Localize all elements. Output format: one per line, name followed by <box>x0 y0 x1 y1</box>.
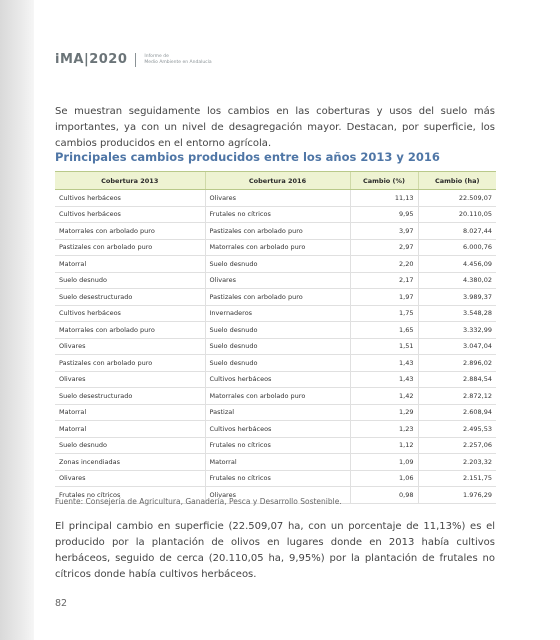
cell-cobertura-2013: Suelo desestructurado <box>55 289 205 306</box>
cell-cambio-pct: 1,51 <box>350 338 418 355</box>
ima-2020-logo: iMA|2020 <box>55 52 128 67</box>
cell-cambio-ha: 2.884,54 <box>418 371 496 388</box>
cell-cobertura-2013: Olivares <box>55 371 205 388</box>
report-header <box>55 52 212 67</box>
cell-cobertura-2016: Suelo desnudo <box>205 256 350 273</box>
cell-cambio-pct: 3,97 <box>350 223 418 240</box>
cell-cambio-ha: 2.608,94 <box>418 404 496 421</box>
cell-cambio-pct: 1,06 <box>350 470 418 487</box>
cell-cambio-pct: 1,42 <box>350 388 418 405</box>
table-row <box>55 223 496 240</box>
cell-cambio-ha: 1.976,29 <box>418 487 496 504</box>
conclusion-paragraph: El principal cambio en superficie (22.509,07 ha, con un porcentaje de 11,13%) es el producido por la plantación de olivos en lugares donde en 2013 había cultivos herbáceos, seguido de cerca (20.110,05 ha, 9,95%) por la plantación de frutales no cítricos donde había cultivos herbáceos. <box>55 521 495 580</box>
logo-subtitle-line2: Medio Ambiente en Andalucía <box>144 59 212 65</box>
cell-cambio-ha: 2.203,32 <box>418 454 496 471</box>
cell-cambio-ha: 2.257,06 <box>418 437 496 454</box>
cell-cobertura-2016: Olivares <box>205 190 350 207</box>
cell-cambio-ha: 2.872,12 <box>418 388 496 405</box>
cell-cambio-pct: 1,65 <box>350 322 418 339</box>
logo-subtitle-line1: Informe de <box>144 53 169 59</box>
cell-cambio-ha: 3.047,04 <box>418 338 496 355</box>
table-row <box>55 371 496 388</box>
header-cobertura-2016: Cobertura 2016 <box>205 172 350 190</box>
cell-cobertura-2013: Matorral <box>55 256 205 273</box>
table-row <box>55 256 496 273</box>
cell-cobertura-2016: Frutales no cítricos <box>205 206 350 223</box>
cell-cambio-pct: 1,09 <box>350 454 418 471</box>
cell-cobertura-2013: Matorrales con arbolado puro <box>55 223 205 240</box>
cell-cambio-ha: 20.110,05 <box>418 206 496 223</box>
table-row <box>55 404 496 421</box>
cell-cobertura-2013: Pastizales con arbolado puro <box>55 355 205 372</box>
intro-paragraph: Se muestran seguidamente los cambios en las coberturas y usos del suelo más importantes, ya con un nivel de desagregación mayor. Destacan, por superficie, los cambios producidos en el entorno agrícola. <box>55 106 495 149</box>
table-row <box>55 437 496 454</box>
cell-cobertura-2013: Zonas incendiadas <box>55 454 205 471</box>
cell-cambio-ha: 2.151,75 <box>418 470 496 487</box>
cell-cobertura-2016: Suelo desnudo <box>205 338 350 355</box>
cell-cobertura-2016: Frutales no cítricos <box>205 437 350 454</box>
page-number: 82 <box>55 598 68 609</box>
table-row <box>55 421 496 438</box>
cell-cobertura-2013: Suelo desnudo <box>55 437 205 454</box>
cell-cobertura-2013: Cultivos herbáceos <box>55 190 205 207</box>
cell-cambio-pct: 1,43 <box>350 371 418 388</box>
cell-cobertura-2013: Cultivos herbáceos <box>55 305 205 322</box>
cell-cambio-ha: 3.548,28 <box>418 305 496 322</box>
cell-cobertura-2013: Olivares <box>55 338 205 355</box>
table-row <box>55 454 496 471</box>
cell-cambio-pct: 1,75 <box>350 305 418 322</box>
cell-cambio-ha: 8.027,44 <box>418 223 496 240</box>
cell-cobertura-2013: Matorral <box>55 421 205 438</box>
header-cambio-ha: Cambio (ha) <box>418 172 496 190</box>
cell-cambio-pct: 2,17 <box>350 272 418 289</box>
cell-cambio-ha: 22.509,07 <box>418 190 496 207</box>
table-row <box>55 190 496 207</box>
cell-cobertura-2016: Cultivos herbáceos <box>205 421 350 438</box>
table-title: Principales cambios producidos entre los años 2013 y 2016 <box>55 150 440 164</box>
table-row <box>55 206 496 223</box>
cell-cobertura-2016: Invernaderos <box>205 305 350 322</box>
cell-cambio-ha: 4.380,02 <box>418 272 496 289</box>
cell-cambio-pct: 2,20 <box>350 256 418 273</box>
header-cambio-pct: Cambio (%) <box>350 172 418 190</box>
table-source-note: Fuente: Consejería de Agricultura, Ganadería, Pesca y Desarrollo Sostenible. <box>55 497 342 506</box>
table-row <box>55 305 496 322</box>
cell-cambio-ha: 2.495,53 <box>418 421 496 438</box>
cell-cobertura-2016: Pastizales con arbolado puro <box>205 223 350 240</box>
cell-cambio-ha: 2.896,02 <box>418 355 496 372</box>
cell-cobertura-2016: Matorrales con arbolado puro <box>205 239 350 256</box>
table-row <box>55 470 496 487</box>
cell-cobertura-2013: Suelo desnudo <box>55 272 205 289</box>
cell-cambio-ha: 3.989,37 <box>418 289 496 306</box>
cell-cambio-pct: 2,97 <box>350 239 418 256</box>
table-row <box>55 239 496 256</box>
cell-cambio-pct: 1,12 <box>350 437 418 454</box>
cell-cobertura-2016: Pastizal <box>205 404 350 421</box>
cell-cobertura-2013: Suelo desestructurado <box>55 388 205 405</box>
cell-cambio-pct: 0,98 <box>350 487 418 504</box>
cell-cambio-ha: 4.456,09 <box>418 256 496 273</box>
cell-cobertura-2016: Olivares <box>205 272 350 289</box>
cell-cambio-ha: 3.332,99 <box>418 322 496 339</box>
cell-cobertura-2013: Cultivos herbáceos <box>55 206 205 223</box>
cell-cambio-pct: 1,29 <box>350 404 418 421</box>
cell-cobertura-2016: Cultivos herbáceos <box>205 371 350 388</box>
cell-cobertura-2016: Olivares <box>205 487 350 504</box>
cell-cambio-pct: 1,23 <box>350 421 418 438</box>
table-row <box>55 322 496 339</box>
cell-cambio-pct: 1,97 <box>350 289 418 306</box>
cell-cobertura-2016: Suelo desnudo <box>205 355 350 372</box>
logo-subtitle <box>144 54 211 66</box>
cell-cambio-ha: 6.000,76 <box>418 239 496 256</box>
cell-cobertura-2016: Matorrales con arbolado puro <box>205 388 350 405</box>
page-edge-band <box>0 0 34 640</box>
table-row <box>55 272 496 289</box>
cell-cobertura-2016: Suelo desnudo <box>205 322 350 339</box>
logo-divider <box>135 53 136 67</box>
table-body <box>55 190 496 504</box>
cell-cambio-pct: 9,95 <box>350 206 418 223</box>
cell-cobertura-2016: Pastizales con arbolado puro <box>205 289 350 306</box>
cell-cobertura-2013: Matorral <box>55 404 205 421</box>
table-row <box>55 338 496 355</box>
table-header-row <box>55 172 496 190</box>
cell-cobertura-2013: Olivares <box>55 470 205 487</box>
cell-cobertura-2013: Matorrales con arbolado puro <box>55 322 205 339</box>
cell-cobertura-2013: Pastizales con arbolado puro <box>55 239 205 256</box>
header-cobertura-2013: Cobertura 2013 <box>55 172 205 190</box>
cell-cobertura-2016: Frutales no cítricos <box>205 470 350 487</box>
table-row <box>55 355 496 372</box>
cell-cambio-pct: 11,13 <box>350 190 418 207</box>
cell-cobertura-2016: Matorral <box>205 454 350 471</box>
table-row <box>55 289 496 306</box>
table-row <box>55 388 496 405</box>
cell-cambio-pct: 1,43 <box>350 355 418 372</box>
cell-cobertura-2013: Frutales no cítricos <box>55 487 205 504</box>
land-use-changes-table <box>55 171 496 504</box>
